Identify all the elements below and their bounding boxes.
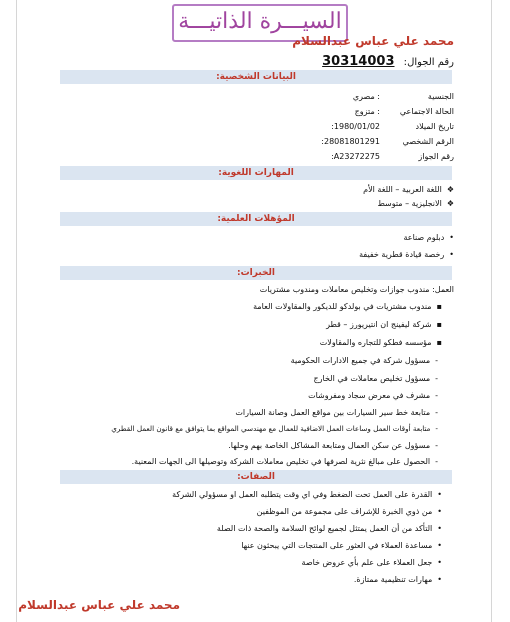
section-heading: المهارات اللغوية: xyxy=(218,168,294,178)
company-item xyxy=(253,302,442,311)
section-band-languages xyxy=(60,166,452,180)
personal-value: 28081801291: xyxy=(321,137,380,146)
diamond-bullet-icon: ❖ xyxy=(446,199,454,208)
section-band-experience xyxy=(60,266,452,280)
language-item xyxy=(363,185,454,194)
trait-item xyxy=(354,575,442,584)
dash-bullet-icon: - xyxy=(435,441,438,450)
section-band-personal xyxy=(60,70,452,84)
trait-item xyxy=(257,507,442,516)
dash-bullet-icon: - xyxy=(435,457,438,466)
qualification-text: دبلوم صناعة xyxy=(403,233,445,242)
trait-text: القدرة على العمل تحت الضغط وفي اي وقت يتطلبه العمل او مسؤولي الشركة xyxy=(172,490,433,499)
dash-bullet-icon: - xyxy=(435,424,438,433)
dash-bullet-icon: - xyxy=(435,391,438,400)
qualification-item xyxy=(359,250,454,259)
trait-text: من ذوي الخبرة للإشراف على مجموعة من الموظفين xyxy=(256,507,433,516)
bullet-icon: • xyxy=(437,541,442,550)
phone-number: 30314003 xyxy=(322,54,395,69)
company-item xyxy=(320,338,442,347)
personal-value: : مصري xyxy=(352,92,380,101)
personal-label: الجنسية xyxy=(427,92,454,101)
duty-text: متابعة أوقات العمل وساعات العمل الاضافية للعمال مع مهندسي المواقع بما يتوافق مع قانون العمل القطري xyxy=(111,424,431,433)
bullet-icon: • xyxy=(449,250,454,259)
duty-text: مسؤول تخليص معاملات في الخارج xyxy=(313,374,431,383)
duty-text: مسؤول عن سكن العمال ومتابعة المشاكل الخاصة بهم وحلها. xyxy=(228,441,431,450)
trait-item xyxy=(302,558,442,567)
bullet-icon: • xyxy=(437,490,442,499)
duty-text: متابعة خط سير السيارات بين مواقع العمل وصانة السيارات xyxy=(235,408,431,417)
person-name: محمد علي عباس عبدالسلام xyxy=(292,34,454,48)
phone-label: رقم الجوال xyxy=(407,57,454,68)
trait-item xyxy=(172,490,442,499)
bullet-icon: • xyxy=(437,575,442,584)
duty-item xyxy=(314,374,439,383)
duty-item xyxy=(228,441,438,450)
section-band-traits xyxy=(60,470,452,484)
trait-text: مساعدة العملاء في العثور على المنتجات التي يبحثون عنها xyxy=(241,541,433,550)
phone-line: رقم الجوال: 30314003 xyxy=(322,54,454,69)
trait-text: التأكد من أن العمل يمتثل لجميع لوائح السلامة والصحة ذات الصلة xyxy=(216,524,433,533)
company-item xyxy=(326,320,442,329)
section-band-qualifications xyxy=(60,212,452,226)
bullet-icon: • xyxy=(437,507,442,516)
trait-item xyxy=(241,541,442,550)
duty-item xyxy=(111,424,438,433)
experience-intro: العمل: مندوب جوازات وتخليص معاملات ومندوب مشتريات xyxy=(259,285,454,294)
dash-bullet-icon: - xyxy=(435,374,438,383)
bullet-icon: ▪ xyxy=(436,302,442,311)
personal-label: الرقم الشخصي xyxy=(402,137,454,146)
duty-text: مسؤول شركة في جميع الادارات الحكومية xyxy=(290,356,431,365)
bullet-icon: ▪ xyxy=(436,338,442,347)
personal-value: : متزوج xyxy=(354,107,380,116)
section-heading: الخبرات: xyxy=(237,268,275,278)
bullet-icon: • xyxy=(437,524,442,533)
personal-value: A23272275: xyxy=(331,152,380,161)
page-title: السيـــرة الذاتيـــة xyxy=(178,9,342,34)
personal-label: رقم الجواز xyxy=(418,152,454,161)
qualification-text: رخصة قيادة قطرية خفيفة xyxy=(359,250,445,259)
trait-text: جعل العملاء على علم بأي عروض خاصة xyxy=(301,558,433,567)
dash-bullet-icon: - xyxy=(435,408,438,417)
section-heading: الصفات: xyxy=(237,472,275,482)
trait-item xyxy=(217,524,442,533)
duty-item xyxy=(235,408,438,417)
section-heading: المؤهلات العلمية: xyxy=(217,214,295,224)
language-text: اللغة العربية – اللغة الأم xyxy=(363,185,442,194)
duty-item xyxy=(291,356,438,365)
duty-item xyxy=(308,391,438,400)
personal-label: تاريخ الميلاد xyxy=(415,122,454,131)
qualification-item xyxy=(404,233,455,242)
duty-text: الحصول على مبالغ نثرية لصرفها في تخليص معاملات الشركة وتوصيلها الى الجهات المعنية. xyxy=(131,457,431,466)
duty-text: مشرف في معرض سجاد ومفروشات xyxy=(308,391,431,400)
company-text: مندوب مشتريات في بولدكو للديكور والمقاولات العامة xyxy=(253,302,432,311)
section-heading: البيانات الشخصية: xyxy=(216,72,296,82)
diamond-bullet-icon: ❖ xyxy=(446,185,454,194)
language-text: الانجليزية – متوسط xyxy=(377,199,442,208)
bullet-icon: ▪ xyxy=(436,320,442,329)
duty-item xyxy=(132,457,438,466)
personal-value: 1980/01/02: xyxy=(331,122,380,131)
footer-signature: محمد علي عباس عبدالسلام xyxy=(18,598,180,612)
company-text: مؤسسه فطكو للتجاره والمقاولات xyxy=(319,338,432,347)
bullet-icon: • xyxy=(449,233,454,242)
trait-text: مهارات تنظيمية ممتازة. xyxy=(353,575,433,584)
bullet-icon: • xyxy=(437,558,442,567)
language-item xyxy=(377,199,454,208)
personal-label: الحالة الاجتماعي xyxy=(399,107,454,116)
dash-bullet-icon: - xyxy=(435,356,438,365)
company-text: شركة ليفينج ان انتيريورز – قطر xyxy=(326,320,432,329)
